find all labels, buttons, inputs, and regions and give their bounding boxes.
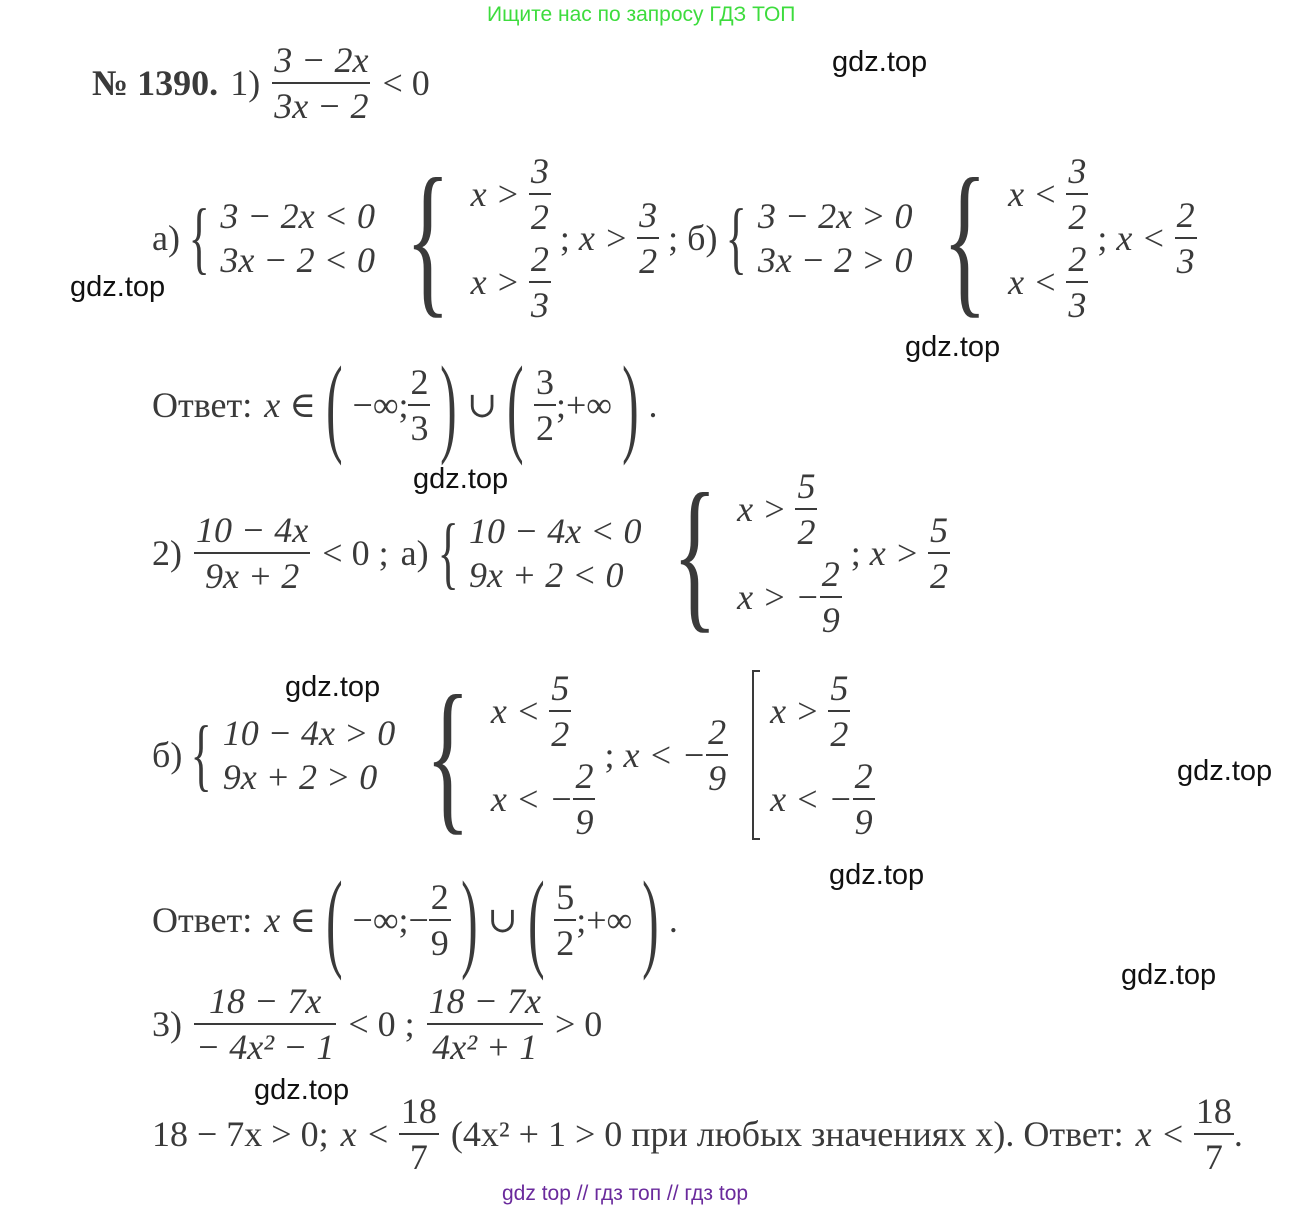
fraction: $\frac{5}{2}$: [830, 668, 849, 754]
p2-line: 2) $\frac{10 - 4x}{9x + 2}$ < 0 ; а) { 10 − 4x < 0 9x + 2 < 0 { x > $\frac{5}{2}$ x > − $\frac{2}{9}$ ; x > $\frac{5}{2}$: [152, 458, 949, 647]
fraction: $\frac{2}{9}$: [821, 553, 840, 640]
final-result: x < $\frac{2}{3}$: [1116, 194, 1195, 281]
fraction: $\frac{5}{2}$: [556, 877, 575, 963]
result-system: { x > $\frac{3}{2}$ x > $\frac{2}{3}$: [405, 143, 549, 332]
answer-label: Ответ:: [152, 385, 253, 425]
fraction: $\frac{3 - 2x}{3x - 2}$: [274, 40, 369, 126]
part-label: 3): [152, 1004, 182, 1044]
p1-case-a: а) { 3 − 2x < 0 3x − 2 < 0 { x > $\frac{3}{2}$ x > $\frac{2}{3}$ ; x > $\frac{3}{2}$ ; б) { 3 − 2x > 0 3x − 2 > 0 { x < $\frac{3}{2}$ x < $\frac{2}{3}$ ; x < $\frac{2}{3}$: [152, 143, 1195, 332]
fraction: $\frac{2}{9}$: [854, 756, 873, 842]
watermark: gdz.top: [829, 859, 925, 891]
watermark: gdz.top: [285, 671, 381, 703]
part-label: 2): [152, 532, 182, 573]
watermark: gdz.top: [70, 271, 166, 303]
fraction: $\frac{2}{3}$: [1176, 194, 1195, 281]
system-line: 9x + 2 > 0: [222, 757, 378, 797]
relation: < 0: [382, 63, 430, 103]
system-line: 9x + 2 < 0: [468, 554, 624, 595]
problem-1-header: [92, 42, 430, 124]
watermark: gdz.top: [254, 1074, 350, 1106]
system-line: 3x − 2 < 0: [220, 239, 375, 280]
fraction: $\frac{2}{3}$: [410, 362, 429, 448]
watermark: gdz.top: [413, 463, 509, 495]
case-label: б): [687, 217, 718, 258]
p2-case-b: б) { 10 − 4x > 0 9x + 2 > 0 { x < $\frac{5}{2}$ x < − $\frac{2}{9}$ ; x < − $\frac{2}{9}$ x > $\frac{5}{2}$ x < − $\frac{2}{9}$: [152, 661, 873, 849]
final-result: x < − $\frac{2}{9}$: [623, 712, 727, 798]
fraction: $\frac{18 - 7x}{\text{4x² + 1}}$: [428, 981, 541, 1067]
fraction: $\frac{2}{9}$: [708, 712, 727, 798]
case-label: а): [152, 217, 180, 258]
watermark: gdz.top: [1121, 959, 1217, 991]
system-line: 3x − 2 > 0: [757, 239, 913, 280]
banner-text: Ищите нас по запросу ГДЗ ТОП: [487, 3, 796, 26]
fraction: $\frac{18 - 7x}{\text{− 4x² − 1}}$: [196, 981, 335, 1067]
p3-solution: 18 − 7x > 0; x < $\frac{18}{7}$ (4x² + 1 > 0 при любых значениях x). Ответ: x < $\frac{18}{7}$ .: [152, 1091, 1243, 1177]
fraction: $\frac{18}{7}$: [1195, 1091, 1232, 1177]
result-system: { x > $\frac{5}{2}$ x > − $\frac{2}{9}$: [671, 458, 840, 647]
fraction: $\frac{3}{2}$: [639, 194, 658, 281]
answer-label: Ответ:: [152, 900, 253, 940]
system: { 3 − 2x > 0 3x − 2 > 0: [726, 193, 913, 282]
relation: < 0 ;: [322, 532, 389, 573]
system-line: 3 − 2x < 0: [220, 195, 375, 236]
result-system: { x < $\frac{5}{2}$ x < − $\frac{2}{9}$: [425, 661, 594, 849]
p2-answer: Ответ: x ∈ ( −∞;− $\frac{2}{9}$ ) ∪ ( $\frac{5}{2}$ ;+∞ ) .: [152, 859, 678, 981]
watermark: gdz.top: [905, 331, 1001, 363]
union-bracket: x > $\frac{5}{2}$ x < − $\frac{2}{9}$: [752, 670, 875, 840]
final-result: x > $\frac{5}{2}$: [869, 509, 949, 596]
system: { 10 − 4x < 0 9x + 2 < 0: [437, 508, 642, 597]
fraction: $\frac{10 - 4x}{9x + 2}$: [196, 509, 309, 596]
system: { 10 − 4x > 0 9x + 2 > 0: [190, 711, 396, 799]
fraction: $\frac{2}{9}$: [430, 877, 449, 963]
watermark: gdz.top: [1177, 755, 1273, 787]
fraction: $\frac{3}{2}$: [1068, 150, 1087, 237]
fraction: $\frac{3}{2}$: [535, 362, 554, 448]
fraction: $\frac{3}{2}$: [530, 150, 549, 237]
system-line: 3 − 2x > 0: [757, 195, 913, 236]
case-label: а): [400, 532, 429, 573]
result-system: { x < $\frac{3}{2}$ x < $\frac{2}{3}$: [942, 143, 1087, 332]
system: { 3 − 2x < 0 3x − 2 < 0: [188, 193, 375, 282]
p3-line: 3) $\frac{18 - 7x}{\text{− 4x² − 1}}$ < 0 ; $\frac{18 - 7x}{\text{4x² + 1}}$ > 0: [152, 981, 603, 1067]
fraction: $\frac{5}{2}$: [797, 465, 816, 552]
fraction: $\frac{2}{9}$: [575, 756, 594, 842]
problem-number: № 1390.: [92, 63, 219, 103]
fraction: $\frac{5}{2}$: [930, 509, 949, 596]
case-label: б): [152, 735, 183, 775]
footer-text: gdz top // гдз топ // гдз top: [502, 1182, 749, 1205]
part-label: 1): [230, 63, 261, 103]
p1-answer: Ответ: x ∈ ( −∞; $\frac{2}{3}$ ) ∪ ( $\frac{3}{2}$ ;+∞ ) .: [152, 344, 658, 466]
fraction: $\frac{18}{7}$: [400, 1091, 437, 1177]
system-line: 10 − 4x > 0: [222, 713, 396, 753]
final-result: x > $\frac{3}{2}$: [578, 194, 658, 281]
fraction: $\frac{2}{3}$: [530, 238, 549, 325]
fraction: $\frac{5}{2}$: [551, 668, 570, 754]
watermark: gdz.top: [832, 46, 928, 78]
system-line: 10 − 4x < 0: [468, 510, 642, 551]
square-bracket: [752, 670, 760, 840]
fraction: $\frac{2}{3}$: [1068, 238, 1087, 325]
